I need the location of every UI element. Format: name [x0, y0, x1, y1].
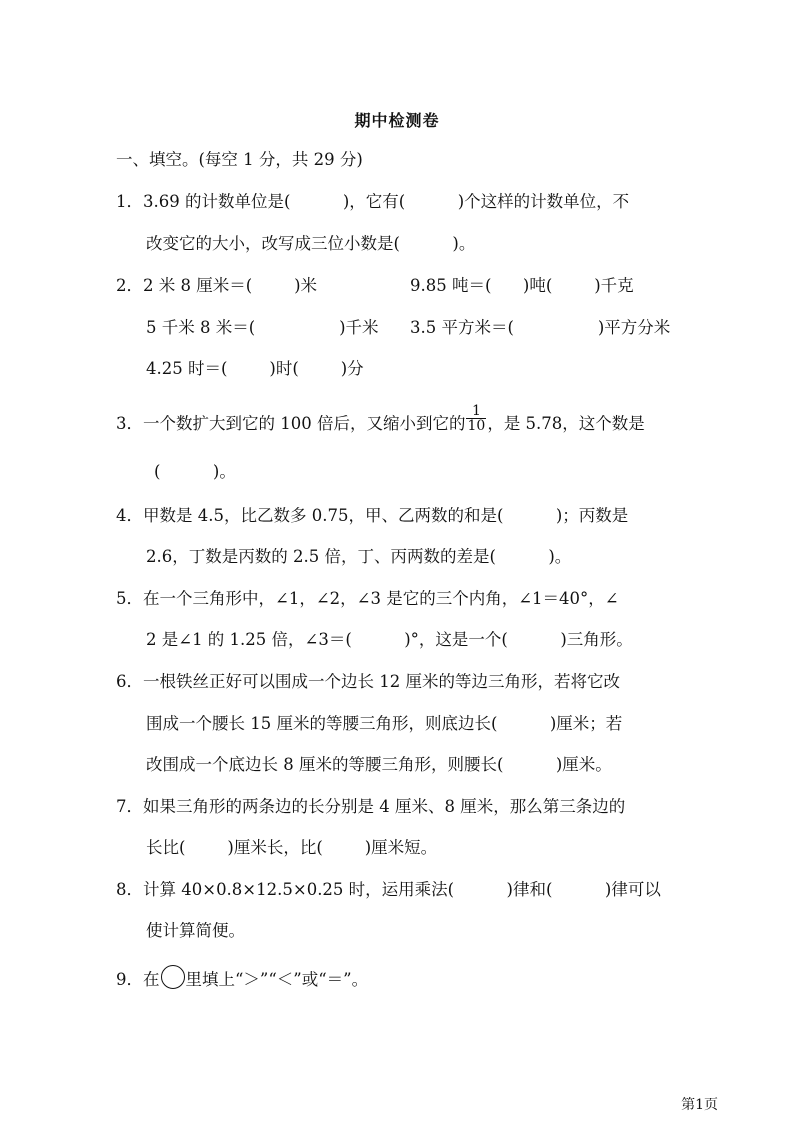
question-2-part-b: 9.85 吨＝( )吨( )千克: [410, 276, 634, 295]
question-5-line-2: 2 是∠1 的 1.25 倍，∠3＝( )°，这是一个( )三角形。: [146, 630, 633, 649]
question-4-line-2: 2.6，丁数是丙数的 2.5 倍，丁、丙两数的差是( )。: [146, 547, 572, 566]
question-7-line-2: 长比( )厘米长，比( )厘米短。: [146, 838, 438, 857]
section-header: 一、填空。(每空 1 分，共 29 分): [116, 150, 363, 169]
question-5-line-1: 5．在一个三角形中，∠1，∠2，∠3 是它的三个内角，∠1＝40°，∠: [116, 589, 619, 608]
question-1-line-1: 1．3.69 的计数单位是( )，它有( )个这样的计数单位，不: [116, 192, 630, 211]
question-8-line-2: 使计算简便。: [146, 921, 245, 940]
fraction-one-tenth: [466, 404, 486, 433]
question-3-line-1: [116, 403, 645, 439]
question-1-line-2: 改变它的大小，改写成三位小数是( )。: [146, 234, 476, 253]
page-number: 第1页: [681, 1097, 718, 1113]
question-6-line-3: 改围成一个底边长 8 厘米的等腰三角形，则腰长( )厘米。: [146, 755, 612, 774]
fraction-numerator: 1: [466, 404, 486, 419]
question-9-line-1: [116, 965, 368, 990]
question-2-part-d: 3.5 平方米＝( )平方分米: [410, 318, 671, 337]
question-3-line-2: ( )。: [154, 462, 236, 481]
page-title: 期中检测卷: [354, 111, 440, 130]
fraction-denominator: 10: [467, 418, 486, 434]
question-4-line-1: 4．甲数是 4.5，比乙数多 0.75，甲、乙两数的和是( )；丙数是: [116, 506, 629, 525]
question-2-part-a: 2．2 米 8 厘米＝( )米: [116, 276, 318, 295]
question-8-line-1: 8．计算 40×0.8×12.5×0.25 时，运用乘法( )律和( )律可以: [116, 880, 661, 899]
question-3-text-before: 3．一个数扩大到它的 100 倍后，又缩小到它的: [116, 414, 466, 433]
question-9-text-after: 里填上“＞”“＜”或“＝”。: [185, 970, 369, 989]
question-6-line-1: 6．一根铁丝正好可以围成一个边长 12 厘米的等边三角形，若将它改: [116, 672, 620, 691]
question-2-part-e: 4.25 时＝( )时( )分: [146, 359, 364, 378]
circle-blank-icon: [161, 965, 185, 989]
question-3-text-after: ，是 5.78，这个数是: [487, 414, 645, 433]
question-2-part-c: 5 千米 8 米＝( )千米: [146, 318, 379, 337]
question-9-text-before: 9．在: [116, 970, 160, 989]
question-7-line-1: 7．如果三角形的两条边的长分别是 4 厘米、8 厘米，那么第三条边的: [116, 797, 626, 816]
question-6-line-2: 围成一个腰长 15 厘米的等腰三角形，则底边长( )厘米；若: [146, 714, 623, 733]
